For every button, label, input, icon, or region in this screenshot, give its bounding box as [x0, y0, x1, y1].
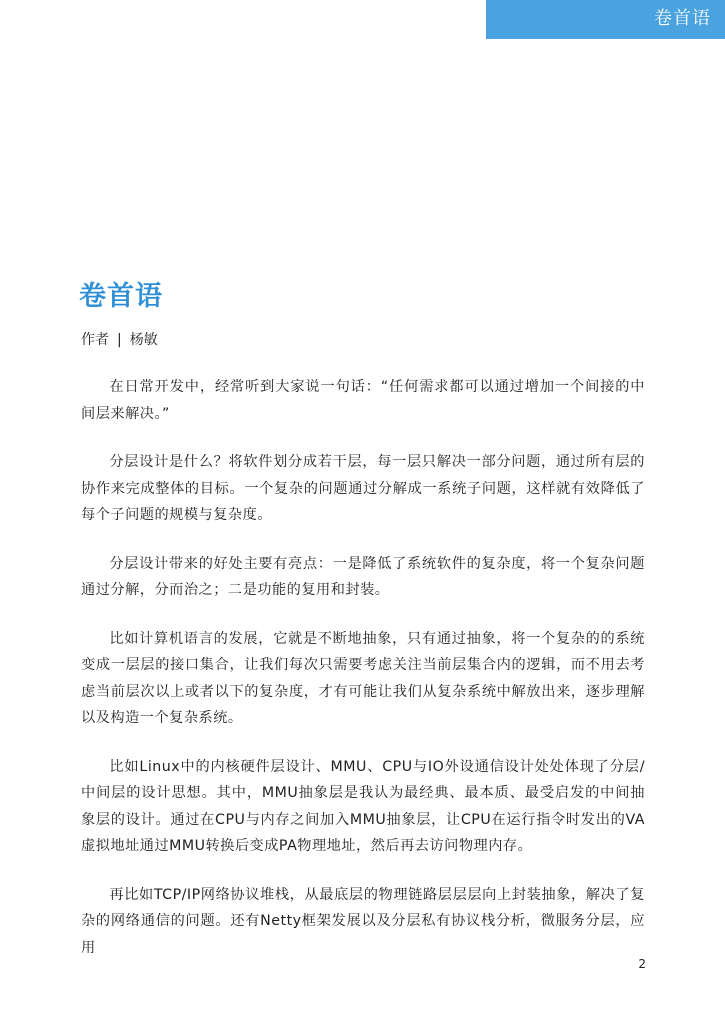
page-number: 2 [638, 957, 646, 971]
paragraph: 分层设计是什么？将软件划分成若干层，每一层只解决一部分问题，通过所有层的协作来完成整体的目标。一个复杂的问题通过分解成一系统子问题，这样就有效降低了每个子问题的规模与复杂度。 [81, 454, 645, 523]
author-label: 作者 [81, 332, 109, 348]
author-line [81, 330, 158, 350]
author-separator: | [117, 332, 122, 348]
page-title: 卷首语 [79, 281, 163, 312]
paragraph: 分层设计带来的好处主要有亮点：一是降低了系统软件的复杂度，将一个复杂问题通过分解，分而治之；二是功能的复用和封装。 [81, 555, 645, 598]
article-body [81, 374, 645, 983]
section-header-tab [486, 0, 725, 39]
author-name: 杨敏 [129, 332, 158, 348]
section-header-label: 卷首语 [654, 8, 711, 29]
paragraph: 比如计算机语言的发展，它就是不断地抽象，只有通过抽象，将一个复杂的的系统变成一层层的接口集合，让我们每次只需要考虑关注当前层集合内的逻辑，而不用去考虑当前层次以上或者以下的复杂度，才有可能让我们从复杂系统中解放出来，逐步理解以及构造一个复杂系统。 [81, 630, 645, 726]
paragraph: 再比如TCP/IP网络协议堆栈，从最底层的物理链路层层层向上封装抽象，解决了复杂的网络通信的问题。还有Netty框架发展以及分层私有协议栈分析，微服务分层，应用 [81, 886, 645, 956]
paragraph: 比如Linux中的内核硬件层设计、MMU、CPU与IO外设通信设计处处体现了分层/中间层的设计思想。其中，MMU抽象层是我认为最经典、最本质、最受启发的中间抽象层的设计。通过在CPU与内存之间加入MMU抽象层，让CPU在运行指令时发出的VA虚拟地址通过MMU转换后变成PA物理地址，然后再去访问物理内存。 [81, 758, 645, 854]
paragraph: 在日常开发中，经常听到大家说一句话：“任何需求都可以通过增加一个间接的中间层来解决。” [81, 379, 645, 422]
